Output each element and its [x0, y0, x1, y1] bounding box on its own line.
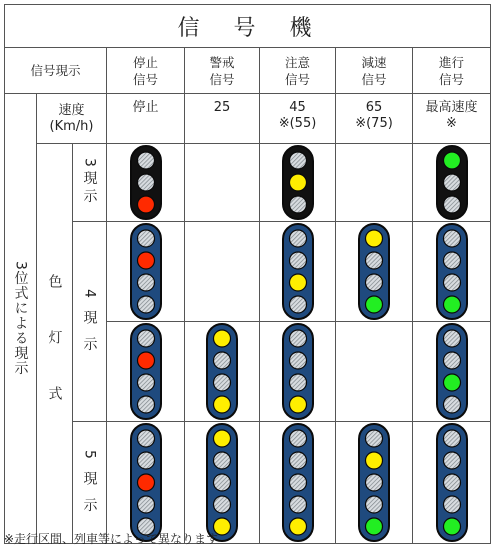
speed-proceed-value: 最高速度 [425, 100, 478, 115]
header-proceed-line2: 信号 [439, 71, 465, 87]
three-aspect-label-cell [73, 144, 107, 222]
lamp-off-icon [137, 396, 154, 413]
signal-head-icon [281, 422, 315, 543]
signal-head-icon [129, 322, 163, 421]
signal-cell [336, 144, 413, 222]
lamp-off-icon [443, 396, 460, 413]
signal-cell [260, 144, 336, 222]
header-caution-restricted [185, 48, 260, 94]
lamp-off-icon [137, 374, 154, 391]
four-aspect-label: 4 現 示 [81, 288, 98, 355]
lamp-off-icon [443, 230, 460, 247]
speed-stop-value: 停止 [132, 100, 159, 115]
speed-reduced-note: ※(75) [355, 116, 393, 131]
speed-caution-value: 45 [289, 100, 306, 115]
lamp-off-icon [289, 496, 306, 513]
color-light-type-label: 色 灯 式 [46, 273, 63, 414]
speed-reduced-value: 65 [365, 100, 383, 115]
header-caution [260, 48, 336, 94]
color-light-type-cell [37, 144, 73, 544]
speed-label [37, 94, 107, 144]
lamp-green-icon [443, 296, 460, 313]
signal-head-icon [281, 144, 315, 221]
lamp-off-icon [289, 374, 306, 391]
lamp-green-icon [443, 374, 460, 391]
speed-label-line1: 速度 [58, 102, 85, 118]
lamp-off-icon [214, 452, 231, 469]
lamp-off-icon [137, 496, 154, 513]
lamp-off-icon [366, 474, 383, 491]
speed-restricted-value: 25 [213, 100, 231, 115]
lamp-red-icon [137, 352, 154, 369]
signal-cell [413, 422, 491, 544]
lamp-off-icon [137, 274, 154, 291]
header-reduced-speed [336, 48, 413, 94]
lamp-off-icon [137, 430, 154, 447]
lamp-off-icon [366, 496, 383, 513]
signal-cell [107, 322, 185, 422]
signal-cell [107, 222, 185, 322]
outer-side-label: 3位式による現示 [12, 261, 29, 376]
lamp-off-icon [289, 252, 306, 269]
speed-label-line2: (Km/h) [49, 118, 94, 134]
lamp-yellow-icon [289, 174, 306, 191]
aspect-header-label: 信号現示 [5, 48, 107, 94]
signal-cell [413, 144, 491, 222]
lamp-yellow-icon [366, 230, 383, 247]
lamp-off-icon [137, 296, 154, 313]
signal-cell [413, 322, 491, 422]
lamp-red-icon [137, 196, 154, 213]
lamp-off-icon [289, 152, 306, 169]
signal-head-icon [205, 422, 239, 543]
lamp-yellow-icon [214, 430, 231, 447]
signal-head-icon [435, 422, 469, 543]
header-caution-line1: 注意 [284, 54, 310, 70]
speed-stop [107, 94, 185, 144]
lamp-off-icon [289, 330, 306, 347]
lamp-yellow-icon [289, 518, 306, 535]
header-reduced-line1: 減速 [361, 54, 387, 70]
four-aspect-label-cell [73, 222, 107, 422]
five-aspect-label-cell [73, 422, 107, 544]
lamp-off-icon [137, 230, 154, 247]
lamp-off-icon [137, 452, 154, 469]
lamp-off-icon [443, 174, 460, 191]
outer-side-label-cell [5, 94, 37, 544]
header-proceed [413, 48, 491, 94]
lamp-off-icon [443, 274, 460, 291]
signal-cell [336, 422, 413, 544]
signal-cell [107, 422, 185, 544]
signal-head-icon [435, 322, 469, 421]
lamp-off-icon [137, 152, 154, 169]
lamp-green-icon [366, 296, 383, 313]
lamp-off-icon [289, 430, 306, 447]
five-aspect-label: 5 現 示 [81, 449, 98, 516]
signal-aspect-table [4, 4, 491, 544]
signal-head-icon [129, 222, 163, 321]
header-stop-line2: 信号 [132, 71, 158, 87]
lamp-yellow-icon [214, 330, 231, 347]
speed-proceed [413, 94, 491, 144]
lamp-off-icon [443, 352, 460, 369]
lamp-off-icon [366, 252, 383, 269]
lamp-green-icon [443, 152, 460, 169]
signal-cell [107, 144, 185, 222]
lamp-yellow-icon [289, 396, 306, 413]
speed-proceed-note: ※ [446, 116, 457, 131]
lamp-red-icon [137, 474, 154, 491]
signal-cell [185, 222, 260, 322]
lamp-yellow-icon [289, 274, 306, 291]
signal-head-icon [205, 322, 239, 421]
header-stop-line1: 停止 [132, 54, 158, 70]
lamp-yellow-icon [214, 396, 231, 413]
header-restricted-line2: 信号 [209, 71, 235, 87]
signal-cell [185, 144, 260, 222]
lamp-off-icon [443, 330, 460, 347]
signal-head-icon [357, 422, 391, 543]
signal-head-icon [129, 422, 163, 543]
signal-cell [260, 422, 336, 544]
header-stop [107, 48, 185, 94]
lamp-off-icon [443, 452, 460, 469]
lamp-off-icon [289, 474, 306, 491]
signal-cell [185, 422, 260, 544]
lamp-off-icon [443, 474, 460, 491]
speed-caution [260, 94, 336, 144]
lamp-off-icon [443, 252, 460, 269]
lamp-off-icon [366, 430, 383, 447]
header-caution-line2: 信号 [284, 71, 310, 87]
signal-head-icon [281, 322, 315, 421]
signal-head-icon [435, 144, 469, 221]
lamp-green-icon [366, 518, 383, 535]
signal-cell [413, 222, 491, 322]
lamp-off-icon [289, 196, 306, 213]
speed-reduced [336, 94, 413, 144]
signal-head-icon [357, 222, 391, 321]
lamp-off-icon [443, 196, 460, 213]
table-title: 信 号 機 [5, 5, 491, 48]
lamp-off-icon [214, 374, 231, 391]
lamp-green-icon [443, 518, 460, 535]
lamp-off-icon [214, 474, 231, 491]
signal-cell [336, 222, 413, 322]
header-restricted-line1: 警戒 [209, 54, 235, 70]
lamp-off-icon [443, 496, 460, 513]
lamp-off-icon [289, 230, 306, 247]
speed-caution-note: ※(55) [278, 116, 317, 131]
lamp-off-icon [289, 452, 306, 469]
lamp-off-icon [289, 352, 306, 369]
lamp-red-icon [137, 252, 154, 269]
three-aspect-label: 3現示 [81, 158, 98, 207]
signal-head-icon [129, 144, 163, 221]
lamp-yellow-icon [366, 452, 383, 469]
lamp-off-icon [289, 296, 306, 313]
signal-head-icon [435, 222, 469, 321]
speed-restricted [185, 94, 260, 144]
lamp-off-icon [214, 496, 231, 513]
header-reduced-line2: 信号 [361, 71, 387, 87]
signal-cell [336, 322, 413, 422]
header-proceed-line1: 進行 [439, 54, 465, 70]
lamp-off-icon [443, 430, 460, 447]
lamp-off-icon [137, 330, 154, 347]
signal-cell [260, 322, 336, 422]
footnote: ※走行区間、列車等によって異なります [4, 532, 219, 546]
lamp-off-icon [137, 174, 154, 191]
signal-cell [260, 222, 336, 322]
lamp-off-icon [366, 274, 383, 291]
lamp-off-icon [214, 352, 231, 369]
signal-cell [185, 322, 260, 422]
signal-head-icon [281, 222, 315, 321]
